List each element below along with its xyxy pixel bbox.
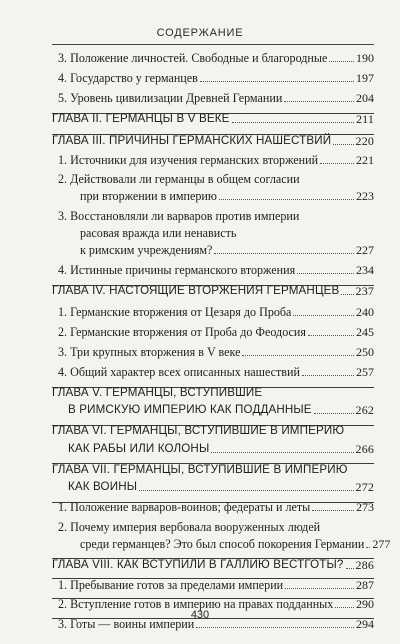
section-title: 3. Готы — воины империи [58, 616, 195, 631]
chapter-entry-line [68, 479, 374, 493]
section-entry-line [58, 262, 374, 276]
chapter-entry-line [52, 423, 374, 437]
entry-page-number: 197 [356, 71, 374, 85]
section-title: 3. Положение личностей. Свободные и благородные [58, 50, 328, 65]
entry-page-number: 240 [356, 305, 374, 319]
entry-page-number: 277 [372, 537, 391, 551]
section-entry-line [58, 596, 374, 610]
section-entry-line [58, 499, 374, 513]
dot-leader [314, 413, 354, 414]
section-title: 1. Положение варваров-воинов; федераты и леты [58, 499, 311, 514]
entry-page-number: 287 [356, 578, 374, 592]
header-rule [52, 44, 374, 45]
entry-page-number: 204 [356, 91, 374, 105]
chapter-title: ГЛАВА III. ПРИЧИНЫ ГЕРМАНСКИХ НАШЕСТВИЙ [52, 134, 332, 148]
chapter-title: ГЛАВА VII. ГЕРМАНЦЫ, ВСТУПИВШИЕ В ИМПЕРИЮ [52, 463, 348, 477]
entry-page-number: 294 [356, 617, 374, 631]
entry-page-number: 250 [356, 345, 374, 359]
chapter-entry-line [52, 111, 374, 125]
section-entry-line [80, 242, 374, 256]
section-entry-line [80, 536, 391, 551]
section-title: 5. Уровень цивилизации Древней Германии [58, 90, 283, 105]
entry-page-number: 273 [356, 500, 374, 514]
chapter-entry-line [52, 557, 374, 571]
section-entry-line [58, 171, 374, 185]
chapter-entry-line [68, 441, 374, 455]
section-title: расовая вражда или ненависть [80, 225, 237, 240]
dot-leader [211, 452, 353, 453]
section-entry-line [58, 519, 374, 533]
page-number: 430 [190, 609, 210, 621]
entry-page-number: 257 [356, 365, 374, 379]
entry-page-number: 272 [355, 480, 374, 494]
dot-leader [293, 315, 354, 316]
dot-leader [232, 122, 354, 123]
chapter-title: ГЛАВА VIII. КАК ВСТУПИЛИ В ГАЛЛИЮ ВЕСТГОТЫ? [52, 558, 344, 572]
entry-page-number: 190 [356, 51, 374, 65]
dot-leader [284, 101, 354, 102]
dot-leader [312, 510, 354, 511]
section-title: 1. Германские вторжения от Цезаря до Проба [58, 304, 292, 319]
dot-leader [335, 607, 354, 608]
running-head: СОДЕРЖАНИЕ [156, 27, 244, 39]
dot-leader [320, 163, 354, 164]
section-title: 2. Действовали ли германцы в общем согласии [58, 171, 300, 186]
section-entry-line [58, 50, 374, 64]
section-title: среди германцев? Это был способ покорения Германии [80, 536, 365, 551]
dot-leader [346, 568, 354, 569]
section-entry-line [58, 152, 374, 166]
section-entry-line [58, 344, 374, 358]
section-title: 2. Вступление готов в империю на правах подданных [58, 596, 334, 611]
chapter-entry-line [68, 402, 374, 416]
entry-page-number: 211 [355, 112, 374, 126]
section-title: 4. Государство у германцев [58, 70, 198, 85]
chapter-entry-line [52, 462, 374, 476]
entry-page-number: 234 [356, 263, 374, 277]
section-entry-line [58, 70, 374, 84]
dot-leader [333, 144, 353, 145]
chapter-title: ГЛАВА V. ГЕРМАНЦЫ, ВСТУПИВШИЕ [52, 386, 263, 400]
section-entry-line [80, 188, 374, 202]
chapter-title: В РИМСКУЮ ИМПЕРИЮ КАК ПОДДАННЫЕ [68, 403, 312, 417]
dot-leader [297, 273, 354, 274]
dot-leader [219, 199, 354, 200]
entry-page-number: 290 [356, 597, 374, 611]
entry-page-number: 227 [356, 243, 374, 257]
chapter-title: ГЛАВА VI. ГЕРМАНЦЫ, ВСТУПИВШИЕ В ИМПЕРИЮ [52, 424, 345, 438]
section-title: 1. Источники для изучения германских вторжений [58, 152, 319, 167]
dot-leader [139, 490, 353, 491]
entry-page-number: 286 [355, 558, 374, 572]
section-title: 4. Общий характер всех описанных нашествий [58, 364, 300, 379]
chapter-title: ГЛАВА II. ГЕРМАНЦЫ В V ВЕКЕ [52, 112, 230, 126]
entry-page-number: 245 [356, 325, 374, 339]
section-title: к римским учреждениям? [80, 242, 213, 257]
entry-page-number: 266 [355, 442, 374, 456]
chapter-entry-line [52, 133, 374, 147]
chapter-entry-line [52, 385, 374, 399]
chapter-title: КАК РАБЫ ИЛИ КОЛОНЫ [68, 442, 210, 456]
dot-leader [308, 335, 354, 336]
dot-leader [302, 375, 354, 376]
dot-leader [214, 253, 354, 254]
section-entry-line [58, 364, 374, 378]
dot-leader [366, 547, 370, 548]
section-title: 3. Восстановляли ли варваров против империи [58, 208, 300, 223]
entry-page-number: 223 [356, 189, 374, 203]
chapter-title: ГЛАВА IV. НАСТОЯЩИЕ ВТОРЖЕНИЯ ГЕРМАНЦЕВ [52, 284, 340, 298]
section-title: 1. Пребывание готов за пределами империи [58, 577, 284, 592]
chapter-entry-line [52, 283, 374, 297]
entry-page-number: 220 [355, 134, 374, 148]
section-title: 2. Почему империя вербовала вооруженных людей [58, 519, 321, 534]
section-title: 2. Германские вторжения от Проба до Феодосия [58, 324, 306, 339]
section-title: при вторжении в империю [80, 188, 217, 203]
dot-leader [285, 588, 354, 589]
section-entry-line [58, 304, 374, 318]
section-entry-line [58, 324, 374, 338]
dot-leader [200, 81, 354, 82]
section-title: 3. Три крупных вторжения в V веке [58, 344, 241, 359]
dot-leader [329, 61, 354, 62]
section-entry-line [58, 90, 374, 104]
dot-leader [196, 627, 354, 628]
section-entry-line [58, 208, 374, 222]
chapter-title: КАК ВОИНЫ [68, 480, 138, 494]
dot-leader [341, 294, 353, 295]
section-entry-line [80, 225, 374, 239]
dot-leader [242, 355, 354, 356]
entry-page-number: 262 [355, 403, 374, 417]
entry-page-number: 221 [356, 153, 374, 167]
section-title: 4. Истинные причины германского вторжения [58, 262, 296, 277]
entry-page-number: 237 [355, 284, 374, 298]
section-entry-line [58, 577, 374, 591]
